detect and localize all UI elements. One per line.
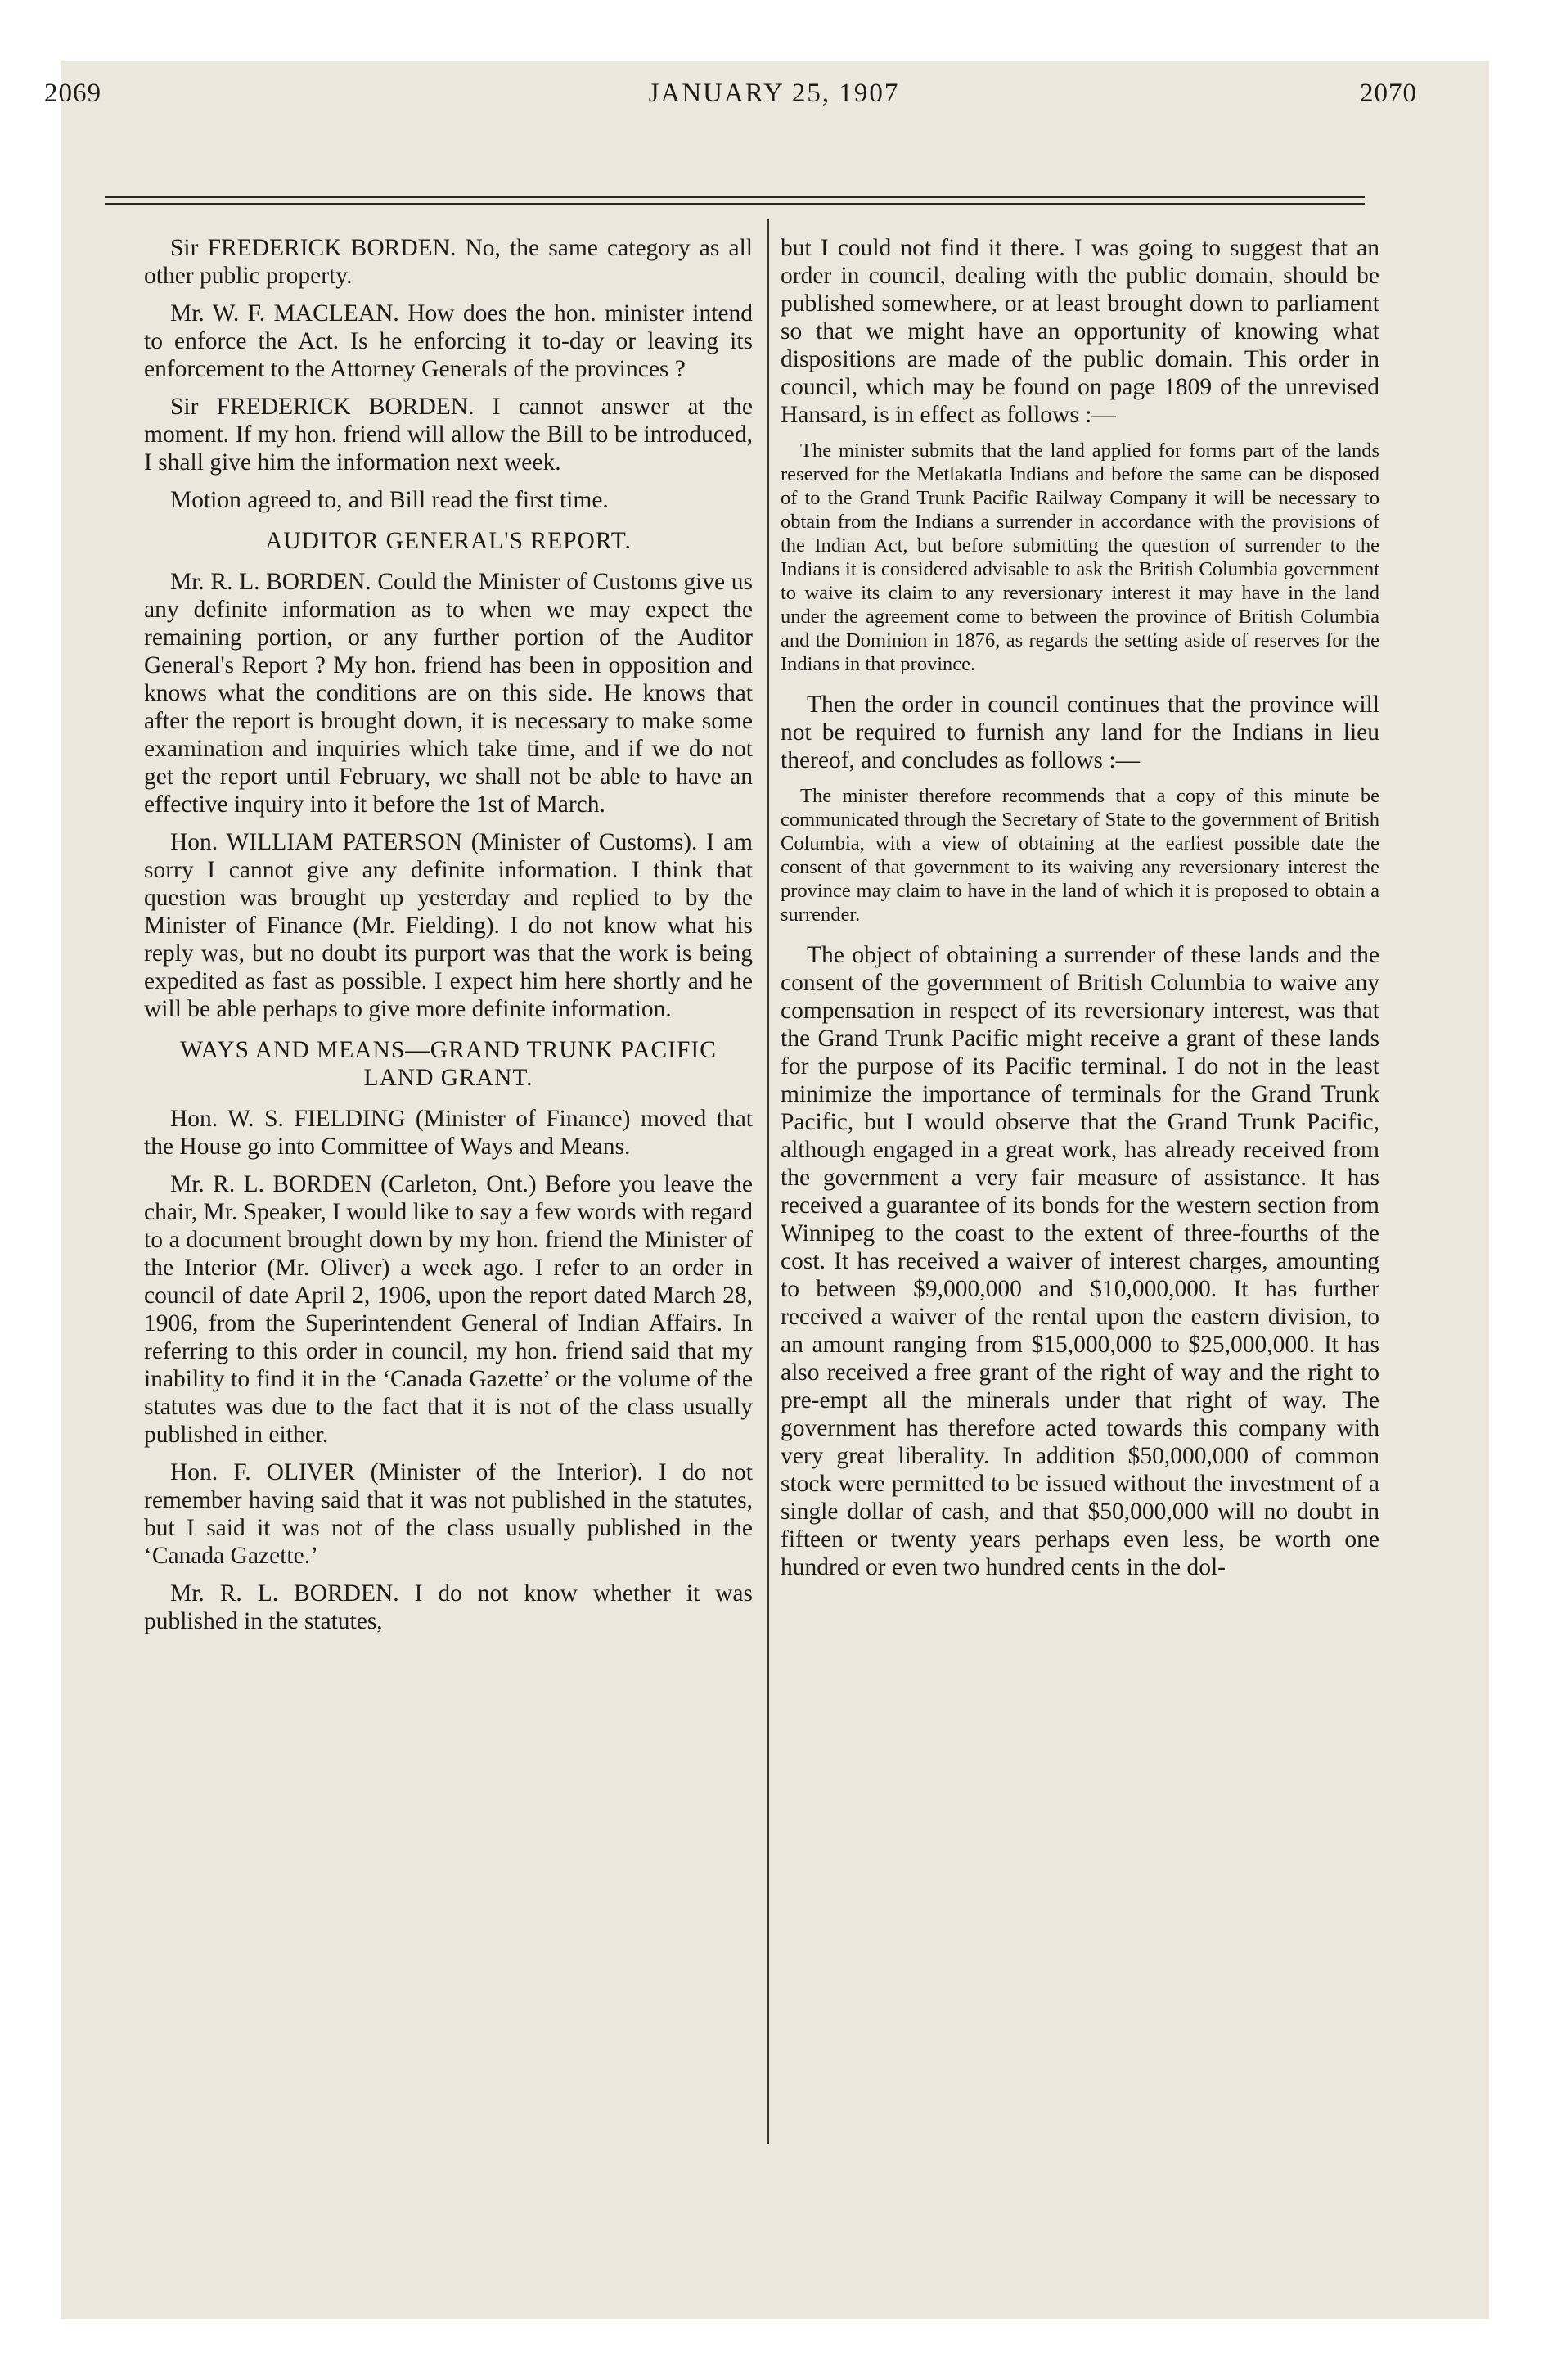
paragraph: but I could not find it there. I was going to suggest that an order in council, dealing with the public domain, should be published somewhere, or at least brought down to parliament so that we might have an opportunity of knowing what dispositions are made of the public domain. This order in council, which may be found on page 1809 of the unrevised Hansard, is in effect as follows :— xyxy=(781,235,1379,428)
date-heading: JANUARY 25, 1907 xyxy=(648,79,900,108)
block-quote: The minister therefore recommends that a copy of this minute be communicated through the Secretary of State to the government of British Columbia, with a view of obtaining at the earliest possible date the consent of that government to its waiving any reversionary interest the province may claim to have in the land of which it is proposed to obtain a surrender. xyxy=(781,785,1379,926)
block-quote: The minister submits that the land applied for forms part of the lands reserved for the Metlakatla Indians and before the same can be disposed of to the Grand Trunk Pacific Railway Company it will be necessary to obtain from the Indians a surrender in accordance with the provisions of the Indian Act, but before submitting the question of surrender to the Indians it is considered advisable to ask the British Columbia government to waive its claim to any reversionary interest it may have in the land under the agreement come to between the province of British Columbia and the Dominion in 1876, as regards the setting aside of reserves for the Indians in that province. xyxy=(781,439,1379,675)
paragraph: Hon. F. OLIVER (Minister of the Interior). I do not remember having said that it was not published in the statutes, but I said it was not of the class usually published in the ‘Canada Gazette.’ xyxy=(144,1459,753,1569)
running-head xyxy=(0,79,1548,119)
section-heading-ways-and-means: WAYS AND MEANS—GRAND TRUNK PACIFIC LAND GRANT. xyxy=(180,1037,717,1091)
column-divider xyxy=(767,219,769,2144)
paragraph: Mr. R. L. BORDEN. I do not know whether it was published in the statutes, xyxy=(144,1580,753,1634)
paragraph: Sir FREDERICK BORDEN. No, the same category as all other public property. xyxy=(144,235,753,289)
left-page-number: 2069 xyxy=(44,79,101,108)
paragraph: Hon. WILLIAM PATERSON (Minister of Customs). I am sorry I cannot give any definite information. I think that question was brought up yesterday and replied to by the Minister of Finance (Mr. Fielding). I do not know what his reply was, but no doubt its purport was that the work is being expedited as fast as possible. I expect him here shortly and he will be able perhaps to give more definite information. xyxy=(144,829,753,1022)
paragraph: Motion agreed to, and Bill read the first time. xyxy=(170,487,609,513)
right-page-number: 2070 xyxy=(1360,79,1417,108)
header-rule-bottom xyxy=(105,203,1365,205)
paragraph: Mr. W. F. MACLEAN. How does the hon. minister intend to enforce the Act. Is he enforcing it to-day or leaving its enforcement to the Attorney Generals of the provinces ? xyxy=(144,300,753,382)
paragraph: Hon. W. S. FIELDING (Minister of Finance) moved that the House go into Committee of Ways and Means. xyxy=(144,1106,753,1160)
paragraph: Sir FREDERICK BORDEN. I cannot answer at the moment. If my hon. friend will allow the Bill to be introduced, I shall give him the information next week. xyxy=(144,394,753,476)
paragraph: Mr. R. L. BORDEN. Could the Minister of Customs give us any definite information as to when we may expect the remaining portion, or any further portion of the Auditor General's Report ? My hon. friend has been in opposition and knows what the conditions are on this side. He knows that after the report is brought down, it is necessary to make some examination and inquiries which take time, and if we do not get the report until February, we shall not be able to have an effective inquiry into it before the 1st of March. xyxy=(144,569,753,818)
paragraph: Mr. R. L. BORDEN (Carleton, Ont.) Before you leave the chair, Mr. Speaker, I would like to say a few words with regard to a document brought down by my hon. friend the Minister of the Interior (Mr. Oliver) a week ago. I refer to an order in council of date April 2, 1906, upon the report dated March 28, 1906, from the Superintendent General of Indian Affairs. In referring to this order in council, my hon. friend said that my inability to find it in the ‘Canada Gazette’ or the volume of the statutes was due to the fact that it is not of the class usually published in either. xyxy=(144,1171,753,1448)
header-rule-top xyxy=(105,196,1365,198)
right-column xyxy=(781,234,1379,1591)
section-heading-auditor-general: AUDITOR GENERAL'S REPORT. xyxy=(265,528,632,554)
paragraph: The object of obtaining a surrender of these lands and the consent of the government of British Columbia to waive any compensation in respect of its reversionary interest, was that the Grand Trunk Pacific might receive a grant of these lands for the purpose of its Pacific terminal. I do not in the least minimize the importance of terminals for the Grand Trunk Pacific, but I would observe that the Grand Trunk Pacific, although engaged in a great work, has already received from the government a very fair measure of assistance. It has received a guarantee of its bonds for the western section from Winnipeg to the coast to the extent of three-fourths of the cost. It has received a waiver of interest charges, amounting to between $9,000,000 and $10,000,000. It has further received a waiver of the rental upon the eastern division, to an amount ranging from $15,000,000 to $25,000,000. It has also received a free grant of the right of way and the right to pre-empt all the minerals under that right of way. The government has therefore acted towards this company with very great liberality. In addition $50,000,000 of common stock were permitted to be issued without the investment of a single dollar of cash, and that $50,000,000 will no doubt in fifteen or twenty years perhaps even less, be worth one hundred or even two hundred cents in the dol- xyxy=(781,942,1379,1580)
left-column xyxy=(144,234,753,1645)
paragraph: Then the order in council continues that the province will not be required to furnish any land for the Indians in lieu thereof, and concludes as follows :— xyxy=(781,692,1379,773)
